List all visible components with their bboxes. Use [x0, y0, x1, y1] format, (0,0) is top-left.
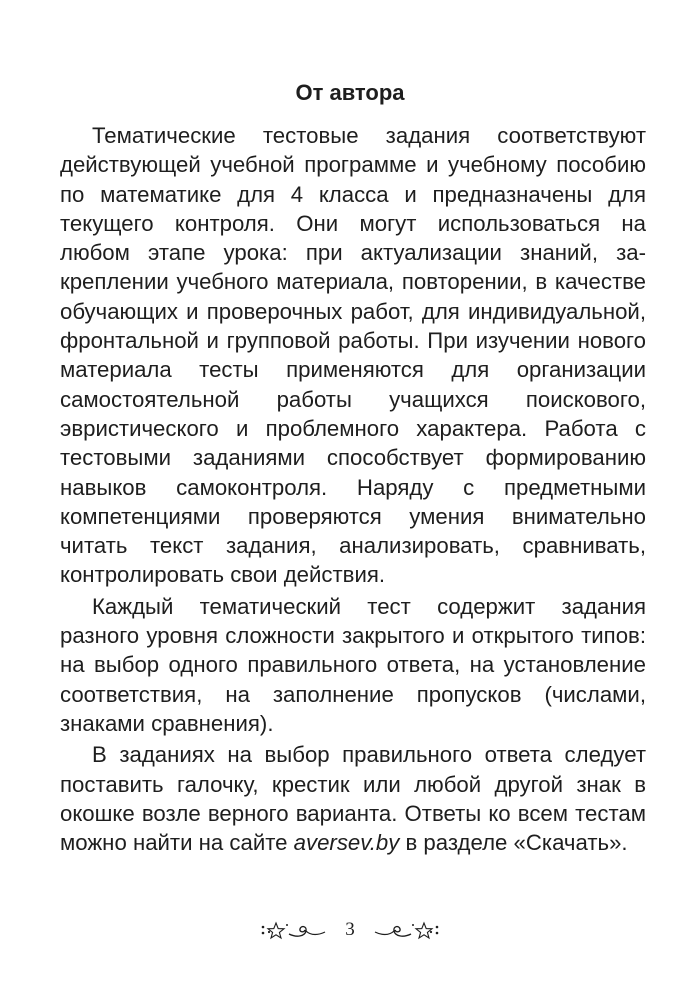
paragraph — [60, 740, 646, 857]
paragraph-text: в разделе «Скачать». — [399, 830, 628, 856]
website-name: aversev.by — [293, 830, 400, 856]
page-title: От автора — [295, 79, 405, 105]
decorative-flourish-icon — [259, 920, 329, 940]
page-number: 3 — [345, 919, 355, 940]
paragraph: Каждый тематический тест содержит задания разного уровня сложности закрытого и открытого типов: на выбор одного правильного ответа, на установление соответствия, на заполнение пропусков (числами, знаками сравнения). — [60, 593, 646, 736]
paragraph-text: В заданиях на выбор правильного ответа следует поставить галочку, крестик или любой другой знак в окошке возле верного варианта. Ответы ко всем тестам можно найти на сайте — [60, 742, 646, 856]
decorative-flourish-icon — [371, 920, 441, 940]
paragraph: Тематические тестовые задания соответствуют действующей учебной программе и учебному пособию по математике для 4 класса и предназначены для текущего контроля. Они могут использоваться на любом этапе урока: при актуализации знаний, закреплении учебного материала, повторении, в качестве обучающих и проверочных работ, для индивидуальной, фронтальной и групповой работы. При изучении нового материала тесты применяются для организации самостоятельной работы учащихся поискового, эвристического и проблемного характера. Работа с тестовыми заданиями способствует формированию навыков самоконтроля. Наряду с предметными компетенциями проверяются умения внимательно читать текст задания, анализировать, сравнивать, контролировать свои действия. — [60, 123, 646, 588]
body-text — [60, 121, 646, 857]
page-footer — [0, 915, 700, 945]
